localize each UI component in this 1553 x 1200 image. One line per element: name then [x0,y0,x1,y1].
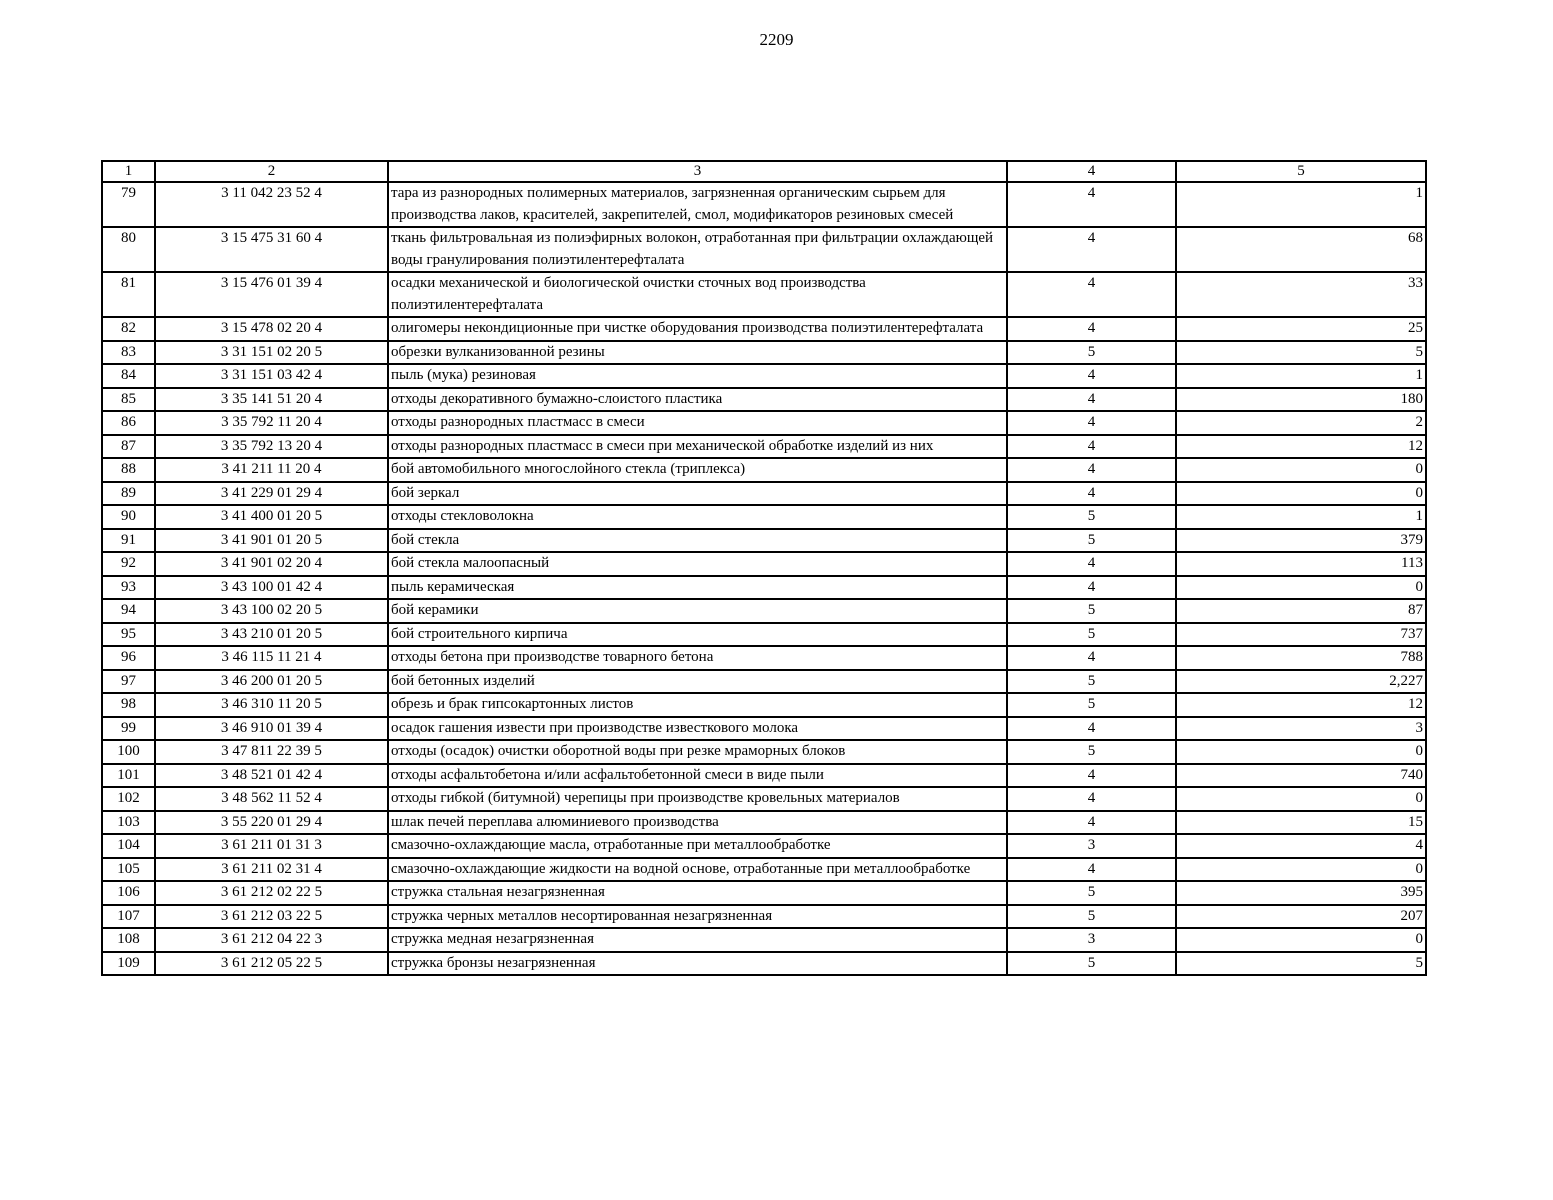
waste-name: стружка медная незагрязненная [388,928,1007,952]
hazard-class: 5 [1007,952,1176,976]
waste-mass: 379 [1176,529,1426,553]
column-header-4: 4 [1007,161,1176,182]
table-row [102,505,1426,529]
row-number: 88 [102,458,155,482]
row-number: 80 [102,227,155,272]
table-row [102,458,1426,482]
waste-code: 3 46 200 01 20 5 [155,670,388,694]
waste-mass: 33 [1176,272,1426,317]
waste-code: 3 43 100 01 42 4 [155,576,388,600]
waste-mass: 0 [1176,482,1426,506]
waste-name: бой бетонных изделий [388,670,1007,694]
table-row [102,272,1426,317]
table-row [102,952,1426,976]
row-number: 98 [102,693,155,717]
row-number: 90 [102,505,155,529]
waste-code: 3 41 400 01 20 5 [155,505,388,529]
row-number: 104 [102,834,155,858]
waste-name: смазочно-охлаждающие жидкости на водной основе, отработанные при металлообработке [388,858,1007,882]
table-row [102,834,1426,858]
waste-name: отходы бетона при производстве товарного бетона [388,646,1007,670]
waste-name: шлак печей переплава алюминиевого производства [388,811,1007,835]
waste-name: бой автомобильного многослойного стекла (триплекса) [388,458,1007,482]
table-row [102,576,1426,600]
row-number: 81 [102,272,155,317]
column-header-3: 3 [388,161,1007,182]
waste-mass: 207 [1176,905,1426,929]
table-row [102,482,1426,506]
row-number: 99 [102,717,155,741]
hazard-class: 4 [1007,388,1176,412]
waste-mass: 3 [1176,717,1426,741]
waste-name: пыль керамическая [388,576,1007,600]
row-number: 91 [102,529,155,553]
waste-name: осадок гашения извести при производстве известкового молока [388,717,1007,741]
waste-code: 3 11 042 23 52 4 [155,182,388,227]
waste-name: отходы (осадок) очистки оборотной воды при резке мраморных блоков [388,740,1007,764]
waste-name: ткань фильтровальная из полиэфирных волокон, отработанная при фильтрации охлаждающей воды гранулирования полиэтилентерефталата [388,227,1007,272]
waste-code: 3 31 151 03 42 4 [155,364,388,388]
hazard-class: 4 [1007,646,1176,670]
waste-code: 3 15 475 31 60 4 [155,227,388,272]
waste-name: осадки механической и биологической очистки сточных вод производства полиэтилентерефталата [388,272,1007,317]
hazard-class: 4 [1007,364,1176,388]
hazard-class: 4 [1007,435,1176,459]
waste-mass: 2 [1176,411,1426,435]
hazard-class: 4 [1007,764,1176,788]
table-row [102,227,1426,272]
table-row [102,182,1426,227]
waste-code: 3 61 212 02 22 5 [155,881,388,905]
waste-name: бой керамики [388,599,1007,623]
row-number: 103 [102,811,155,835]
table-row [102,881,1426,905]
table-row [102,646,1426,670]
column-header-1: 1 [102,161,155,182]
waste-code: 3 31 151 02 20 5 [155,341,388,365]
table-body [102,161,1426,975]
hazard-class: 5 [1007,599,1176,623]
hazard-class: 5 [1007,529,1176,553]
waste-mass: 1 [1176,505,1426,529]
table-row [102,670,1426,694]
table-row [102,552,1426,576]
waste-code: 3 15 478 02 20 4 [155,317,388,341]
hazard-class: 4 [1007,858,1176,882]
hazard-class: 5 [1007,623,1176,647]
row-number: 86 [102,411,155,435]
waste-mass: 180 [1176,388,1426,412]
table-row [102,435,1426,459]
table-row [102,858,1426,882]
waste-code: 3 43 210 01 20 5 [155,623,388,647]
hazard-class: 4 [1007,411,1176,435]
hazard-class: 5 [1007,505,1176,529]
row-number: 97 [102,670,155,694]
waste-mass: 0 [1176,858,1426,882]
waste-mass: 5 [1176,341,1426,365]
waste-code: 3 61 212 05 22 5 [155,952,388,976]
waste-name: отходы асфальтобетона и/или асфальтобетонной смеси в виде пыли [388,764,1007,788]
hazard-class: 4 [1007,458,1176,482]
waste-code: 3 15 476 01 39 4 [155,272,388,317]
hazard-class: 5 [1007,341,1176,365]
hazard-class: 4 [1007,552,1176,576]
hazard-class: 4 [1007,811,1176,835]
waste-code: 3 61 212 03 22 5 [155,905,388,929]
waste-code: 3 41 229 01 29 4 [155,482,388,506]
row-number: 92 [102,552,155,576]
waste-mass: 68 [1176,227,1426,272]
waste-name: пыль (мука) резиновая [388,364,1007,388]
page-number: 2209 [759,30,794,49]
waste-mass: 15 [1176,811,1426,835]
waste-mass: 1 [1176,364,1426,388]
waste-code: 3 46 115 11 21 4 [155,646,388,670]
table-row [102,905,1426,929]
waste-mass: 740 [1176,764,1426,788]
hazard-class: 4 [1007,182,1176,227]
waste-name: бой зеркал [388,482,1007,506]
waste-code: 3 46 310 11 20 5 [155,693,388,717]
waste-mass: 0 [1176,740,1426,764]
waste-mass: 2,227 [1176,670,1426,694]
hazard-class: 3 [1007,928,1176,952]
row-number: 82 [102,317,155,341]
waste-code: 3 61 212 04 22 3 [155,928,388,952]
table-row [102,411,1426,435]
waste-mass: 0 [1176,458,1426,482]
table-row [102,693,1426,717]
hazard-class: 4 [1007,272,1176,317]
waste-name: обрезь и брак гипсокартонных листов [388,693,1007,717]
table-row [102,599,1426,623]
hazard-class: 4 [1007,576,1176,600]
waste-name: бой стекла [388,529,1007,553]
waste-mass: 395 [1176,881,1426,905]
row-number: 89 [102,482,155,506]
row-number: 85 [102,388,155,412]
waste-mass: 4 [1176,834,1426,858]
waste-mass: 25 [1176,317,1426,341]
waste-code: 3 43 100 02 20 5 [155,599,388,623]
hazard-class: 3 [1007,834,1176,858]
table-row [102,717,1426,741]
waste-code: 3 55 220 01 29 4 [155,811,388,835]
waste-code: 3 35 141 51 20 4 [155,388,388,412]
table-row [102,623,1426,647]
table-header-row [102,161,1426,182]
waste-table [101,160,1427,976]
table-row [102,529,1426,553]
table-row [102,928,1426,952]
row-number: 101 [102,764,155,788]
row-number: 109 [102,952,155,976]
hazard-class: 4 [1007,482,1176,506]
waste-name: стружка черных металлов несортированная незагрязненная [388,905,1007,929]
waste-mass: 788 [1176,646,1426,670]
waste-code: 3 41 901 02 20 4 [155,552,388,576]
waste-name: обрезки вулканизованной резины [388,341,1007,365]
waste-mass: 0 [1176,576,1426,600]
waste-mass: 737 [1176,623,1426,647]
row-number: 84 [102,364,155,388]
table-row [102,811,1426,835]
waste-name: отходы разнородных пластмасс в смеси при механической обработке изделий из них [388,435,1007,459]
waste-code: 3 41 901 01 20 5 [155,529,388,553]
hazard-class: 4 [1007,787,1176,811]
row-number: 108 [102,928,155,952]
waste-mass: 0 [1176,928,1426,952]
row-number: 83 [102,341,155,365]
row-number: 94 [102,599,155,623]
waste-code: 3 47 811 22 39 5 [155,740,388,764]
waste-code: 3 48 562 11 52 4 [155,787,388,811]
row-number: 100 [102,740,155,764]
hazard-class: 5 [1007,881,1176,905]
row-number: 107 [102,905,155,929]
table-row [102,364,1426,388]
waste-name: отходы декоративного бумажно-слоистого пластика [388,388,1007,412]
waste-name: стружка стальная незагрязненная [388,881,1007,905]
waste-name: олигомеры некондиционные при чистке оборудования производства полиэтилентерефталата [388,317,1007,341]
table-row [102,764,1426,788]
table-row [102,341,1426,365]
waste-mass: 12 [1176,435,1426,459]
table-row [102,388,1426,412]
hazard-class: 4 [1007,717,1176,741]
waste-name: бой строительного кирпича [388,623,1007,647]
row-number: 93 [102,576,155,600]
waste-name: отходы гибкой (битумной) черепицы при производстве кровельных материалов [388,787,1007,811]
table-row [102,740,1426,764]
hazard-class: 5 [1007,905,1176,929]
waste-code: 3 41 211 11 20 4 [155,458,388,482]
waste-name: стружка бронзы незагрязненная [388,952,1007,976]
waste-name: отходы разнородных пластмасс в смеси [388,411,1007,435]
waste-name: отходы стекловолокна [388,505,1007,529]
waste-name: бой стекла малоопасный [388,552,1007,576]
waste-name: тара из разнородных полимерных материалов, загрязненная органическим сырьем для производства лаков, красителей, закрепителей, смол, модификаторов резиновых смесей [388,182,1007,227]
waste-mass: 0 [1176,787,1426,811]
row-number: 87 [102,435,155,459]
waste-code: 3 61 211 01 31 3 [155,834,388,858]
hazard-class: 4 [1007,317,1176,341]
waste-mass: 12 [1176,693,1426,717]
row-number: 102 [102,787,155,811]
hazard-class: 5 [1007,693,1176,717]
row-number: 106 [102,881,155,905]
waste-code: 3 48 521 01 42 4 [155,764,388,788]
row-number: 95 [102,623,155,647]
row-number: 105 [102,858,155,882]
waste-mass: 87 [1176,599,1426,623]
table-row [102,787,1426,811]
waste-name: смазочно-охлаждающие масла, отработанные при металлообработке [388,834,1007,858]
waste-code: 3 61 211 02 31 4 [155,858,388,882]
waste-mass: 5 [1176,952,1426,976]
column-header-5: 5 [1176,161,1426,182]
waste-code: 3 35 792 11 20 4 [155,411,388,435]
row-number: 96 [102,646,155,670]
hazard-class: 5 [1007,670,1176,694]
waste-code: 3 46 910 01 39 4 [155,717,388,741]
waste-code: 3 35 792 13 20 4 [155,435,388,459]
column-header-2: 2 [155,161,388,182]
hazard-class: 4 [1007,227,1176,272]
table-row [102,317,1426,341]
waste-mass: 113 [1176,552,1426,576]
hazard-class: 5 [1007,740,1176,764]
row-number: 79 [102,182,155,227]
waste-mass: 1 [1176,182,1426,227]
